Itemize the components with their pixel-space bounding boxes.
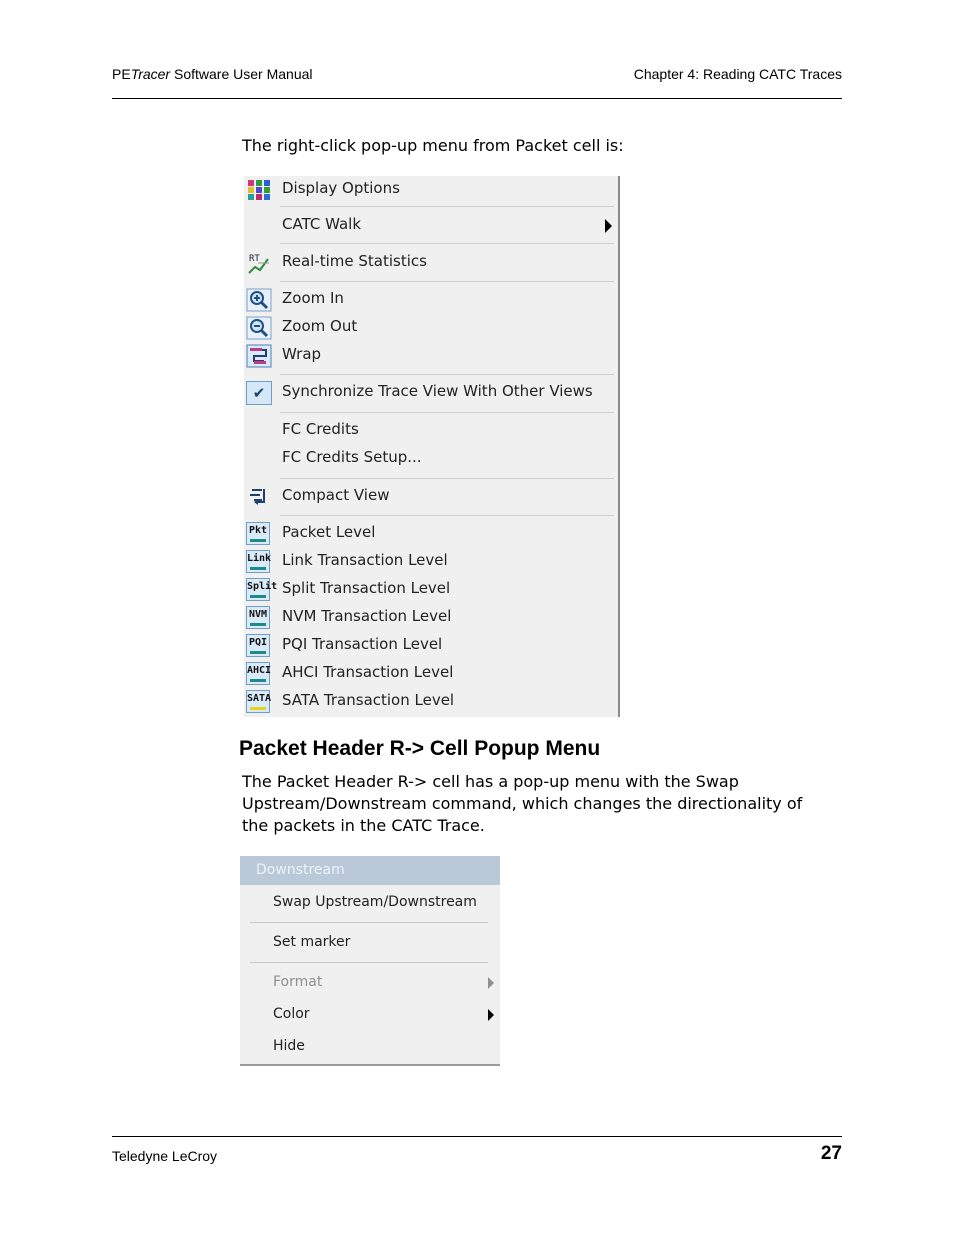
header-rule (112, 98, 842, 99)
page-number: 27 (820, 1143, 842, 1164)
menu-item-fc-credits[interactable]: FC Credits (282, 420, 359, 438)
menu-item-synchronize[interactable]: ✔ Synchronize Trace View With Other Views (244, 379, 618, 407)
menu-separator (280, 281, 614, 282)
menu-item-pqi-level[interactable]: PQI PQI Transaction Level (244, 632, 618, 660)
section-title: Packet Header R-> Cell Popup Menu (239, 737, 601, 760)
zoom-out-icon (246, 316, 272, 340)
submenu-arrow-icon (488, 977, 494, 989)
menu-item-color[interactable]: Color (273, 1006, 310, 1022)
zoom-in-icon (246, 288, 272, 312)
pqi-level-icon: PQI (246, 634, 270, 657)
menu-separator (280, 243, 614, 244)
menu-item-zoom-in[interactable]: Zoom In (244, 286, 618, 314)
menu-item-display-options[interactable]: Display Options (244, 176, 618, 204)
svg-text:RT: RT (249, 254, 260, 264)
menu-item-swap-upstream-downstream[interactable]: Swap Upstream/Downstream (273, 894, 477, 910)
menu-header-downstream: Downstream (240, 856, 500, 885)
menu-item-zoom-out[interactable]: Zoom Out (244, 314, 618, 342)
menu-item-sata-level[interactable]: SATA SATA Transaction Level (244, 688, 618, 716)
packet-header-context-menu (240, 856, 500, 1066)
menu-separator (280, 478, 614, 479)
display-options-icon (246, 178, 272, 202)
menu-item-compact-view[interactable]: Compact View (244, 483, 618, 511)
menu-separator (250, 922, 488, 923)
link-level-icon: Link (246, 550, 270, 573)
compact-view-icon (246, 485, 272, 509)
footer-rule (112, 1136, 842, 1137)
split-level-icon: Split (246, 578, 270, 601)
menu-separator (280, 206, 614, 207)
menu-separator (250, 962, 488, 963)
nvm-level-icon: NVM (246, 606, 270, 629)
menu-item-split-level[interactable]: Split Split Transaction Level (244, 576, 618, 604)
running-header-chapter: Chapter 4: Reading CATC Traces (633, 66, 842, 82)
submenu-arrow-icon (605, 219, 612, 233)
ahci-level-icon: AHCI (246, 662, 270, 685)
footer-company: Teledyne LeCroy (112, 1148, 218, 1164)
sata-level-icon: SATA (246, 690, 270, 713)
intro-text: The right-click pop-up menu from Packet cell is: (242, 136, 624, 155)
menu-item-realtime-statistics[interactable]: RT Real-time Statistics (244, 249, 618, 277)
menu-item-format: Format (273, 974, 323, 990)
section-paragraph: The Packet Header R-> cell has a pop-up menu with the Swap Upstream/Downstream command, which changes the directionality of the packets in the CATC Trace. (242, 772, 803, 835)
wrap-icon (246, 344, 272, 368)
checkmark-icon: ✔ (246, 381, 272, 405)
menu-item-ahci-level[interactable]: AHCI AHCI Transaction Level (244, 660, 618, 688)
menu-separator (280, 374, 614, 375)
menu-separator (280, 515, 614, 516)
menu-item-link-level[interactable]: Link Link Transaction Level (244, 548, 618, 576)
menu-item-wrap[interactable]: Wrap (244, 342, 618, 370)
menu-item-hide[interactable]: Hide (273, 1038, 305, 1054)
menu-item-catc-walk[interactable]: CATC Walk (244, 212, 618, 240)
packet-level-icon: Pkt (246, 522, 270, 545)
menu-item-fc-credits-setup[interactable]: FC Credits Setup... (282, 448, 422, 466)
packet-context-menu (244, 176, 620, 717)
menu-separator (280, 412, 614, 413)
realtime-statistics-icon (246, 251, 272, 275)
running-header-title: PETracer Software User Manual (112, 66, 313, 82)
menu-item-set-marker[interactable]: Set marker (273, 934, 351, 950)
menu-item-nvm-level[interactable]: NVM NVM Transaction Level (244, 604, 618, 632)
submenu-arrow-icon (488, 1009, 494, 1021)
menu-item-packet-level[interactable]: Pkt Packet Level (244, 520, 618, 548)
